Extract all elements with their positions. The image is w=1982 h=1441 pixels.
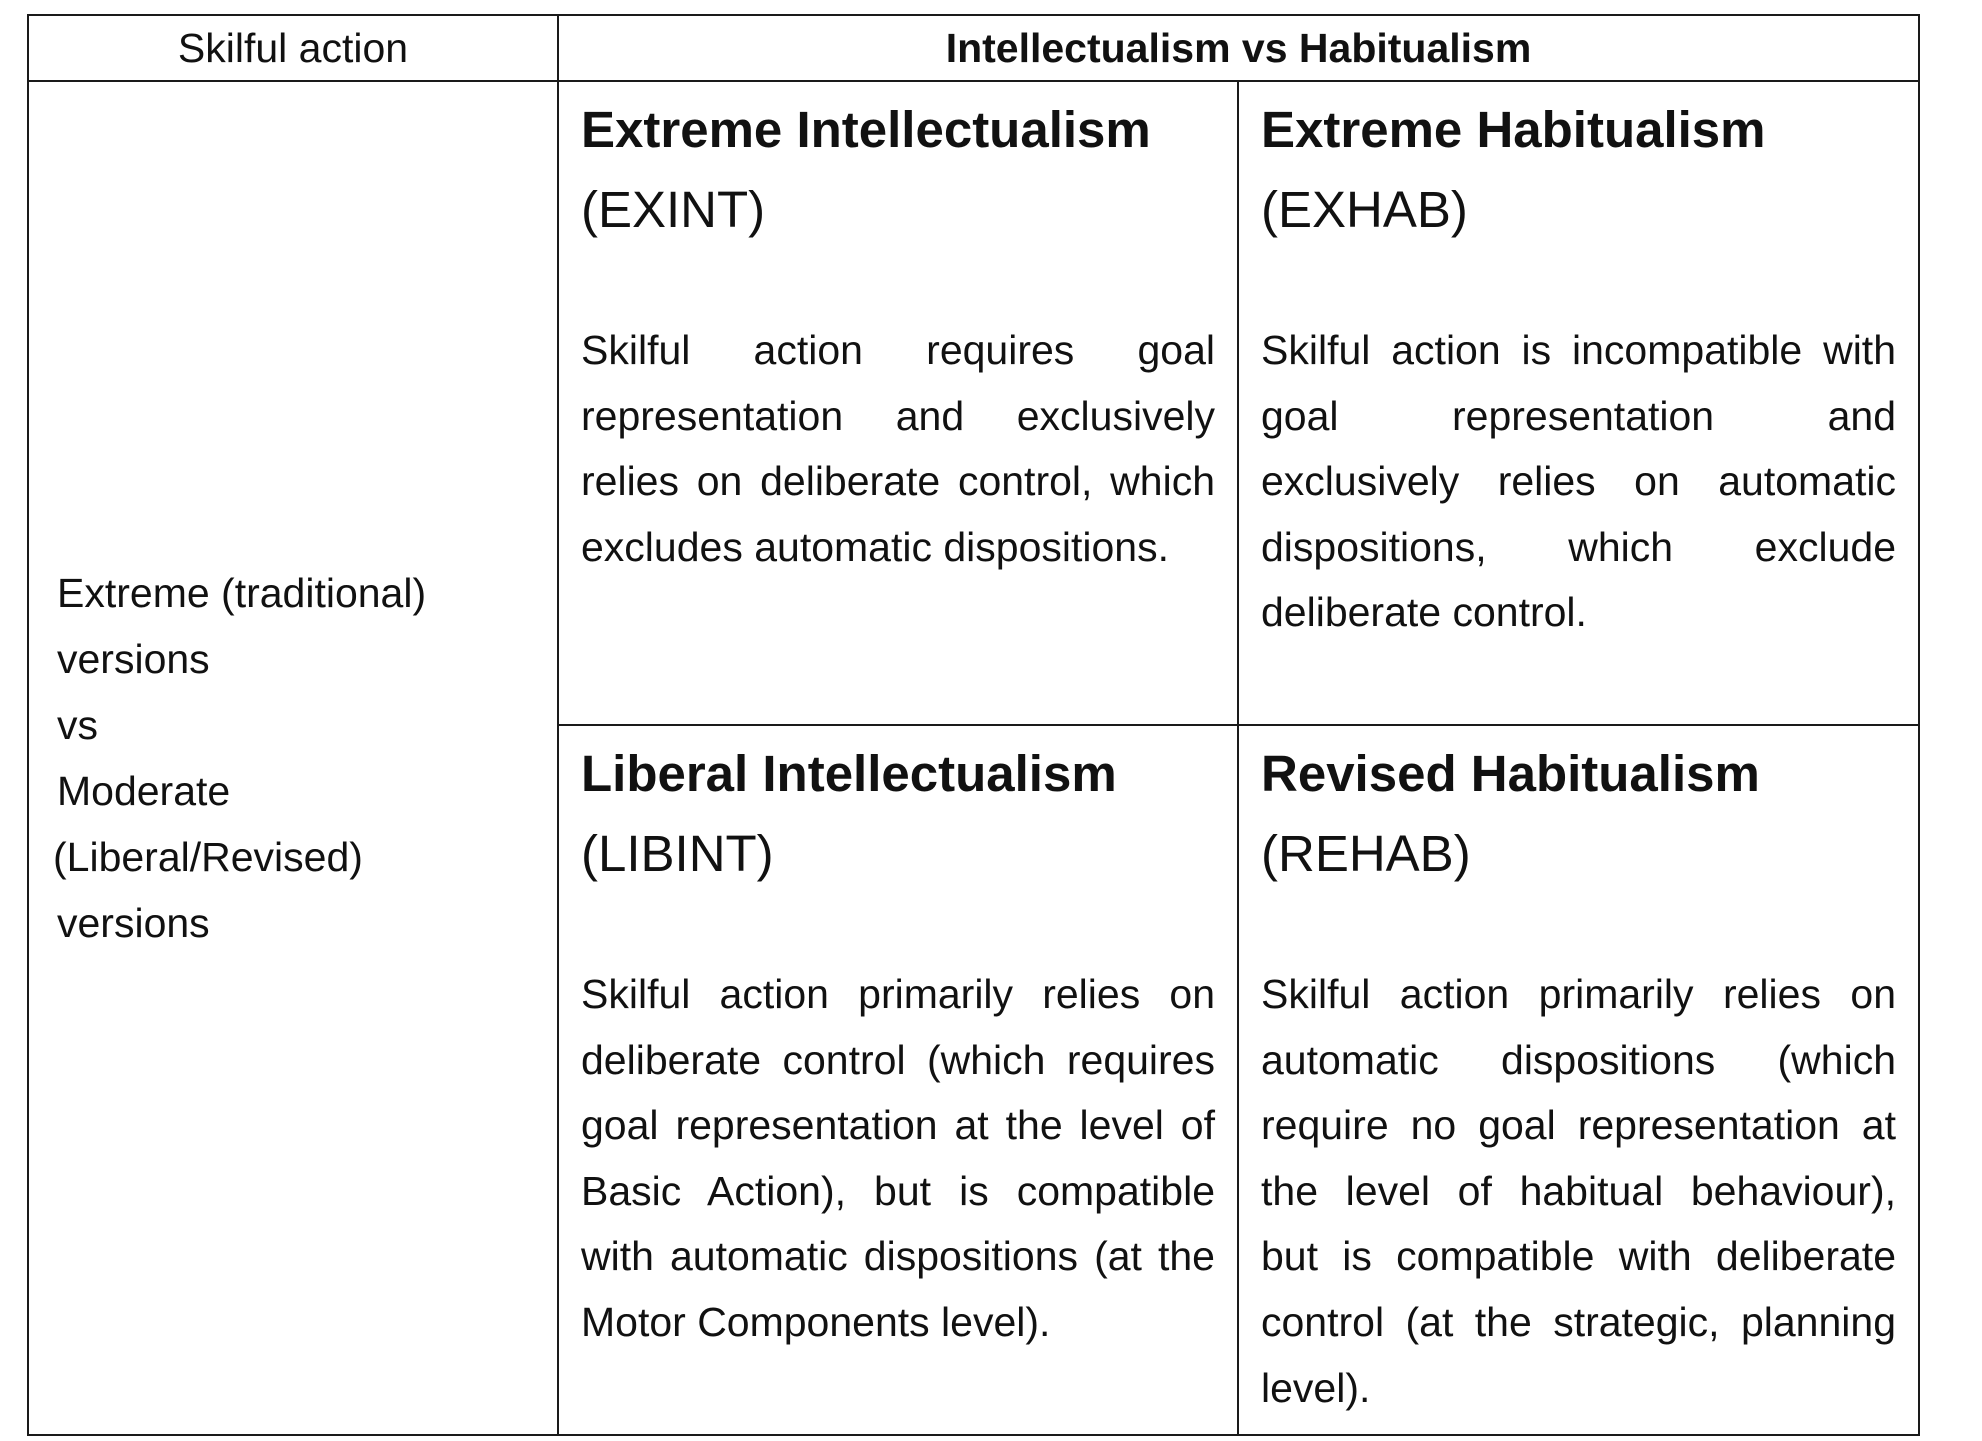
cell-title: Revised Habitualism bbox=[1261, 745, 1760, 802]
header-intellectualism-vs-habitualism: Intellectualism vs Habitualism bbox=[558, 15, 1919, 81]
comparison-table bbox=[27, 14, 1920, 1436]
side-label-line: vs bbox=[57, 702, 98, 748]
cell-title: Liberal Intellectualism bbox=[581, 745, 1117, 802]
cell-description: Skilful action primarily relies on deliberate control (which requires goal representation at the level of Basic Action), but is compatible with automatic dispositions (at the Motor Components level). bbox=[581, 971, 1215, 1345]
cell-extreme-habitualism bbox=[1238, 81, 1919, 725]
side-label-line: versions bbox=[57, 636, 210, 682]
cell-revised-habitualism bbox=[1238, 725, 1919, 1435]
cell-abbreviation: (REHAB) bbox=[1261, 825, 1471, 882]
cell-title: Extreme Habitualism bbox=[1261, 101, 1766, 158]
side-label-line: versions bbox=[57, 900, 210, 946]
cell-abbreviation: (EXINT) bbox=[581, 181, 766, 238]
side-label-line: Extreme (traditional) bbox=[57, 570, 427, 616]
table-row bbox=[28, 81, 1919, 725]
cell-description: Skilful action is incompatible with goal representation and exclusively relies on automatic dispositions, which exclude deliberate control. bbox=[1261, 327, 1896, 636]
table-header-row bbox=[28, 15, 1919, 81]
cell-description: Skilful action primarily relies on automatic dispositions (which require no goal representation at the level of habitual behaviour), but is compatible with deliberate control (at the strategic, planning level). bbox=[1261, 971, 1896, 1411]
cell-abbreviation: (EXHAB) bbox=[1261, 181, 1468, 238]
cell-extreme-intellectualism bbox=[558, 81, 1238, 725]
header-skilful-action: Skilful action bbox=[28, 15, 558, 81]
side-label-line: (Liberal/Revised) bbox=[53, 834, 363, 880]
side-label-cell bbox=[28, 81, 558, 1435]
cell-liberal-intellectualism bbox=[558, 725, 1238, 1435]
side-label-line: Moderate bbox=[57, 768, 231, 814]
cell-description: Skilful action requires goal representation and exclusively relies on deliberate control, which excludes automatic dispositions. bbox=[581, 327, 1215, 570]
cell-title: Extreme Intellectualism bbox=[581, 101, 1151, 158]
cell-abbreviation: (LIBINT) bbox=[581, 825, 774, 882]
